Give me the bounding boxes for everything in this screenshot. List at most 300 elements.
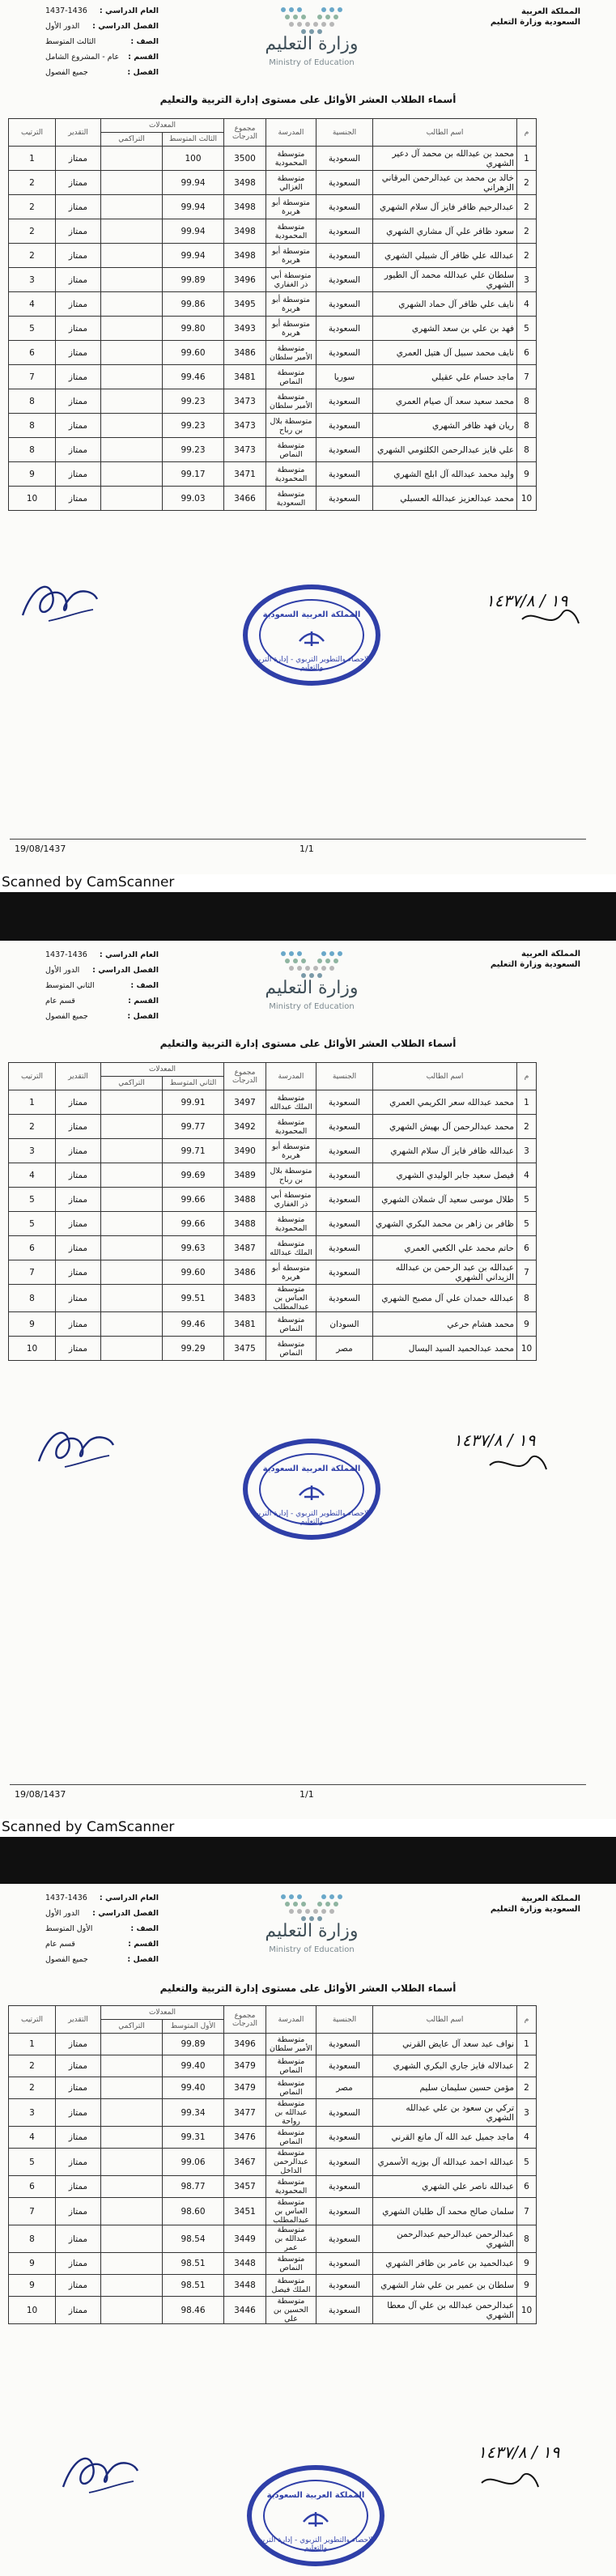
nationality-cell: السعودية [316,2055,373,2077]
cumulative-cell [101,2099,163,2127]
grade-cell: ممتاز [56,1163,101,1188]
cumulative-cell [101,1163,163,1188]
cumulative-cell [101,2055,163,2077]
row-number-cell: 3 [517,2099,537,2127]
col-nationality: الجنسية [316,119,373,147]
average-cell: 99.60 [163,1260,224,1285]
ministry-logo [251,946,372,1014]
average-cell: 99.80 [163,317,224,341]
nationality-cell: مصر [316,2077,373,2099]
class-label: الفصل : [127,1955,159,1964]
grade-cell: ممتاز [56,292,101,317]
class-label: الفصل : [127,1012,159,1021]
table-row [9,2198,537,2225]
document-page-1 [0,0,616,874]
logo-arabic-text: وزارة التعليم [265,978,359,998]
average-cell: 99.94 [163,171,224,195]
dept-value: قسم عام [45,997,75,1005]
rank-cell: 8 [9,2225,56,2253]
table-row [9,147,537,171]
signature-left [57,2442,146,2499]
nationality-cell: السعودية [316,244,373,268]
dept-value: قسم عام [45,1940,75,1949]
row-number-cell: 10 [517,487,537,511]
signature-date: ١٩ / ١٤٣٧/٨ [478,2442,560,2462]
year-label: العام الدراسي : [99,6,159,15]
student-name-cell: عبدالله احمد عبدالله آل بوزيه الأسمري [373,2149,517,2176]
col-num: م [517,119,537,147]
school-cell: متوسطة عبدالرحمن الداخل [266,2149,316,2176]
nationality-cell: السعودية [316,2275,373,2297]
students-table [8,118,537,511]
average-cell: 99.46 [163,1312,224,1337]
cumulative-cell [101,438,163,462]
average-cell: 99.51 [163,1285,224,1312]
school-cell: متوسطة بلال بن رباح [266,1163,316,1188]
school-cell: متوسطة أبي ذر الغفاري [266,1188,316,1212]
students-table [8,1062,537,1361]
rank-cell: 5 [9,1188,56,1212]
grade-cell: ممتاز [56,438,101,462]
student-name-cell: سعود ظافر علي آل مشاري الشهري [373,219,517,244]
ministry-header: المملكة العربية السعودية وزارة التعليم [490,7,580,27]
report-meta [45,947,159,1024]
class-label: الفصل : [127,68,159,77]
col-nationality: الجنسية [316,2006,373,2034]
total-score-cell: 3492 [224,1115,266,1139]
cumulative-cell [101,147,163,171]
signature-date: ١٩ / ١٤٣٧/٨ [453,1430,536,1450]
student-name-cell: طلال موسى سعيد آل شملان الشهري [373,1188,517,1212]
row-number-cell: 5 [517,1212,537,1236]
col-rates: المعدلات [101,1063,224,1077]
average-cell: 98.77 [163,2176,224,2198]
rank-cell: 4 [9,2127,56,2149]
student-name-cell: ماجد جميل عبد الله آل مانع القرني [373,2127,517,2149]
total-score-cell: 3473 [224,438,266,462]
total-score-cell: 3466 [224,487,266,511]
average-cell: 99.29 [163,1337,224,1361]
student-name-cell: عبدالرحمن عبدالله بن علي آل معطا الشهري [373,2297,517,2324]
grade-cell: ممتاز [56,2055,101,2077]
nationality-cell: السعودية [316,2127,373,2149]
col-cumulative: التراكمي [101,133,163,147]
row-number-cell: 1 [517,1090,537,1115]
cumulative-cell [101,2198,163,2225]
rank-cell: 2 [9,2055,56,2077]
row-number-cell: 1 [517,2034,537,2055]
rank-cell: 3 [9,2099,56,2127]
row-number-cell: 2 [517,244,537,268]
table-row [9,268,537,292]
cumulative-cell [101,341,163,365]
average-cell: 99.94 [163,219,224,244]
row-number-cell: 10 [517,2297,537,2324]
nationality-cell: سوريا [316,365,373,389]
total-score-cell: 3490 [224,1139,266,1163]
student-name-cell: سلمان صالح محمد آل طلبان الشهري [373,2198,517,2225]
table-row [9,2253,537,2275]
total-score-cell: 3449 [224,2225,266,2253]
cumulative-cell [101,2176,163,2198]
cumulative-cell [101,1285,163,1312]
total-score-cell: 3446 [224,2297,266,2324]
signature-left [32,1417,121,1473]
average-cell: 99.69 [163,1163,224,1188]
document-page-2 [0,941,616,1819]
grade-cell: ممتاز [56,365,101,389]
school-cell: متوسطة أبو هريرة [266,1260,316,1285]
stamp-bottom-text: الإحصاء والتطوير التربوي - إدارة التربية والتعليم [253,1510,371,1526]
rank-cell: 4 [9,1163,56,1188]
table-row [9,219,537,244]
average-cell: 99.66 [163,1212,224,1236]
total-score-cell: 3497 [224,1090,266,1115]
stamp-emblem-icon [296,625,327,649]
ministry-header: المملكة العربية السعودية وزارة التعليم [490,950,580,969]
grade-cell: ممتاز [56,2176,101,2198]
cumulative-cell [101,1115,163,1139]
grade-cell: ممتاز [56,1090,101,1115]
cumulative-cell [101,2225,163,2253]
table-row [9,1188,537,1212]
school-cell: متوسطة المحمودية [266,219,316,244]
col-rates: المعدلات [101,119,224,133]
col-cumulative: التراكمي [101,1077,163,1090]
stamp-emblem-icon [300,2506,331,2530]
student-name-cell: ظافر بن زاهر بن محمد البكري الشهري [373,1212,517,1236]
table-row [9,2099,537,2127]
logo-english-text: Ministry of Education [269,58,355,67]
student-name-cell: سلطان علي عبدالله محمد آل الطيور الشهري [373,268,517,292]
nationality-cell: السعودية [316,1285,373,1312]
nationality-cell: السعودية [316,1236,373,1260]
report-meta [45,3,159,80]
grade-cell: ممتاز [56,2149,101,2176]
cumulative-cell [101,1188,163,1212]
term-label: الفصل الدراسي : [92,1909,159,1918]
nationality-cell: مصر [316,1337,373,1361]
student-name-cell: فهد بن علي بن سعد الشهري [373,317,517,341]
student-name-cell: عبدالله حمدان علي آل مصبح الشهري [373,1285,517,1312]
rank-cell: 7 [9,1260,56,1285]
students-table [8,2005,537,2324]
row-number-cell: 8 [517,414,537,438]
official-stamp [247,2465,384,2566]
grade-cell: ممتاز [56,462,101,487]
grade-cell: ممتاز [56,2127,101,2149]
total-score-cell: 3483 [224,1285,266,1312]
grade-cell: ممتاز [56,147,101,171]
logo-arabic-text: وزارة التعليم [265,1921,359,1941]
grade-cell: ممتاز [56,1188,101,1212]
school-cell: متوسطة الأمير سلطان [266,389,316,414]
grade-cell: ممتاز [56,2077,101,2099]
total-score-cell: 3486 [224,341,266,365]
school-cell: متوسطة النماص [266,1312,316,1337]
table-row [9,195,537,219]
grade-cell: ممتاز [56,1212,101,1236]
cumulative-cell [101,1212,163,1236]
student-name-cell: محمد عبدالعزيز عبدالله العسبلي [373,487,517,511]
student-name-cell: خالد بن محمد بن عبدالرحمن البرقاني الزهراني [373,171,517,195]
student-name-cell: نايف محمد سبيل آل هتيل العمري [373,341,517,365]
col-rates: المعدلات [101,2006,224,2020]
total-score-cell: 3487 [224,1236,266,1260]
grade-label: الصف : [130,1924,159,1933]
stamp-top-text: المملكة العربية السعودية [262,1464,361,1473]
nationality-cell: السعودية [316,2149,373,2176]
camscanner-watermark: Scanned by CamScanner [2,874,175,891]
table-row [9,2055,537,2077]
total-score-cell: 3476 [224,2127,266,2149]
col-num: م [517,2006,537,2034]
student-name-cell: علي فايز عبدالرحمن الكلثومي الشهري [373,438,517,462]
average-cell: 99.34 [163,2099,224,2127]
table-row [9,1312,537,1337]
school-cell: متوسطة عبدالله بن رواحة [266,2099,316,2127]
row-number-cell: 7 [517,1260,537,1285]
table-row [9,1090,537,1115]
total-score-cell: 3475 [224,1337,266,1361]
table-row [9,292,537,317]
rank-cell: 6 [9,1236,56,1260]
cumulative-cell [101,244,163,268]
grade-cell: ممتاز [56,2034,101,2055]
grade-value: الثالث المتوسط [45,37,96,46]
student-name-cell: عبدالاله فايز جاري البكري الشهري [373,2055,517,2077]
total-score-cell: 3481 [224,1312,266,1337]
cumulative-cell [101,1260,163,1285]
cumulative-cell [101,1312,163,1337]
school-cell: متوسطة الملك فيصل [266,2275,316,2297]
total-score-cell: 3479 [224,2055,266,2077]
school-cell: متوسطة الملك عبدالله [266,1090,316,1115]
report-title: أسماء الطلاب العشر الأوائل على مستوى إدارة التربية والتعليم [159,94,457,105]
student-name-cell: محمد عبدالرحمن آل بهيش الشهري [373,1115,517,1139]
ministry-header: المملكة العربية السعودية وزارة التعليم [490,1894,580,1914]
student-name-cell: مؤمن حسين سليمان سليم [373,2077,517,2099]
nationality-cell: السعودية [316,389,373,414]
table-row [9,2275,537,2297]
student-name-cell: محمد بن عبدالله بن محمد آل دعير الشهري [373,147,517,171]
grade-cell: ممتاز [56,414,101,438]
average-cell: 99.94 [163,244,224,268]
signature-right [518,603,583,635]
stamp-top-text: المملكة العربية السعودية [262,610,361,619]
total-score-cell: 3457 [224,2176,266,2198]
student-name-cell: عبدالله علي ظافر آل شبيلي الشهري [373,244,517,268]
school-cell: متوسطة عبدالله بن عمر [266,2225,316,2253]
term-value: الدور الأول [45,1909,80,1918]
nationality-cell: السعودية [316,195,373,219]
row-number-cell: 9 [517,1312,537,1337]
grade-cell: ممتاز [56,487,101,511]
total-score-cell: 3496 [224,268,266,292]
nationality-cell: السعودية [316,1188,373,1212]
official-stamp [243,1439,380,1540]
table-row [9,2077,537,2099]
rank-cell: 3 [9,268,56,292]
total-score-cell: 3448 [224,2275,266,2297]
row-number-cell: 3 [517,1139,537,1163]
dept-label: القسم : [128,997,159,1005]
year-value: 1437-1436 [45,950,87,959]
grade-cell: ممتاز [56,317,101,341]
total-score-cell: 3495 [224,292,266,317]
year-label: العام الدراسي : [99,1894,159,1902]
total-score-cell: 3471 [224,462,266,487]
average-cell: 99.40 [163,2077,224,2099]
nationality-cell: السعودية [316,2297,373,2324]
stamp-bottom-text: الإحصاء والتطوير التربوي - إدارة التربية والتعليم [253,656,371,672]
nationality-cell: السعودية [316,1212,373,1236]
school-cell: متوسطة أبو هريرة [266,1139,316,1163]
grade-cell: ممتاز [56,219,101,244]
cumulative-cell [101,2077,163,2099]
col-rank: الترتيب [9,2006,56,2034]
nationality-cell: السعودية [316,317,373,341]
cumulative-cell [101,219,163,244]
ministry-logo-icon [275,949,348,981]
school-cell: متوسطة النماص [266,2055,316,2077]
rank-cell: 10 [9,1337,56,1361]
class-value: جميع الفصول [45,68,88,77]
grade-cell: ممتاز [56,1236,101,1260]
col-current: الأول المتوسط [163,2020,224,2034]
table-row [9,389,537,414]
total-score-cell: 3489 [224,1163,266,1188]
nationality-cell: السعودية [316,1139,373,1163]
nationality-cell: السعودية [316,462,373,487]
row-number-cell: 9 [517,2253,537,2275]
school-cell: متوسطة أبو هريرة [266,244,316,268]
col-school: المدرسة [266,2006,316,2034]
grade-cell: ممتاز [56,1260,101,1285]
average-cell: 99.23 [163,414,224,438]
grade-cell: ممتاز [56,389,101,414]
grade-cell: ممتاز [56,171,101,195]
ministry-logo [251,2,372,70]
average-cell: 98.46 [163,2297,224,2324]
cumulative-cell [101,1139,163,1163]
grade-cell: ممتاز [56,341,101,365]
row-number-cell: 8 [517,438,537,462]
col-grade: التقدير [56,119,101,147]
row-number-cell: 9 [517,462,537,487]
school-cell: متوسطة النماص [266,1337,316,1361]
year-value: 1437-1436 [45,6,87,15]
col-rank: الترتيب [9,1063,56,1090]
rank-cell: 3 [9,1139,56,1163]
signature-right [478,2467,542,2499]
col-school: المدرسة [266,119,316,147]
nationality-cell: السعودية [316,2176,373,2198]
signature-date: ١٩ / ١٤٣٧/٨ [486,591,568,610]
student-name-cell: محمد عبدالحميد السيد البسال [373,1337,517,1361]
nationality-cell: السعودية [316,2198,373,2225]
stamp-emblem-icon [296,1479,327,1503]
row-number-cell: 6 [517,1236,537,1260]
table-row [9,462,537,487]
total-score-cell: 3451 [224,2198,266,2225]
average-cell: 99.86 [163,292,224,317]
nationality-cell: السعودية [316,292,373,317]
document-page-3 [0,1884,616,2576]
total-score-cell: 3467 [224,2149,266,2176]
cumulative-cell [101,462,163,487]
total-score-cell: 3493 [224,317,266,341]
rank-cell: 2 [9,2077,56,2099]
class-value: جميع الفصول [45,1955,88,1964]
rank-cell: 6 [9,341,56,365]
row-number-cell: 1 [517,147,537,171]
school-cell: متوسطة العباس بن عبدالمطلب [266,2198,316,2225]
total-score-cell: 3486 [224,1260,266,1285]
col-total: مجموع الدرجات [224,1063,266,1090]
rank-cell: 5 [9,2149,56,2176]
grade-cell: ممتاز [56,1285,101,1312]
table-row [9,414,537,438]
school-cell: متوسطة أبو هريرة [266,317,316,341]
rank-cell: 9 [9,2275,56,2297]
total-score-cell: 3498 [224,219,266,244]
row-number-cell: 7 [517,2198,537,2225]
nationality-cell: السعودية [316,1260,373,1285]
footer-page-number: 1/1 [300,1789,314,1800]
col-grade: التقدير [56,2006,101,2034]
nationality-cell: السعودية [316,438,373,462]
student-name-cell: نايف علي ظافر آل حماد الشهري [373,292,517,317]
col-grade: التقدير [56,1063,101,1090]
row-number-cell: 4 [517,292,537,317]
school-cell: متوسطة النماص [266,2253,316,2275]
student-name-cell: عبدالله بن عبد الرحمن بن عبدالله الزيداني الشهري [373,1260,517,1285]
table-row [9,2225,537,2253]
rank-cell: 5 [9,317,56,341]
cumulative-cell [101,2149,163,2176]
school-cell: متوسطة أبو هريرة [266,292,316,317]
table-row [9,341,537,365]
average-cell: 99.91 [163,1090,224,1115]
table-row [9,1285,537,1312]
rank-cell: 2 [9,195,56,219]
table-row [9,171,537,195]
average-cell: 98.60 [163,2198,224,2225]
rank-cell: 1 [9,147,56,171]
table-row [9,1337,537,1361]
school-cell: متوسطة الأمير سلطان [266,2034,316,2055]
footer-date: 19/08/1437 [15,844,66,854]
total-score-cell: 3488 [224,1212,266,1236]
cumulative-cell [101,268,163,292]
total-score-cell: 3473 [224,414,266,438]
grade-cell: ممتاز [56,2297,101,2324]
rank-cell: 8 [9,438,56,462]
average-cell: 99.17 [163,462,224,487]
table-row [9,487,537,511]
table-row [9,2297,537,2324]
grade-cell: ممتاز [56,2253,101,2275]
camscanner-watermark: Scanned by CamScanner [2,1819,175,1835]
nationality-cell: السودان [316,1312,373,1337]
official-stamp [243,584,380,686]
table-row [9,365,537,389]
grade-label: الصف : [130,981,159,990]
rank-cell: 10 [9,2297,56,2324]
col-num: م [517,1063,537,1090]
nationality-cell: السعودية [316,147,373,171]
